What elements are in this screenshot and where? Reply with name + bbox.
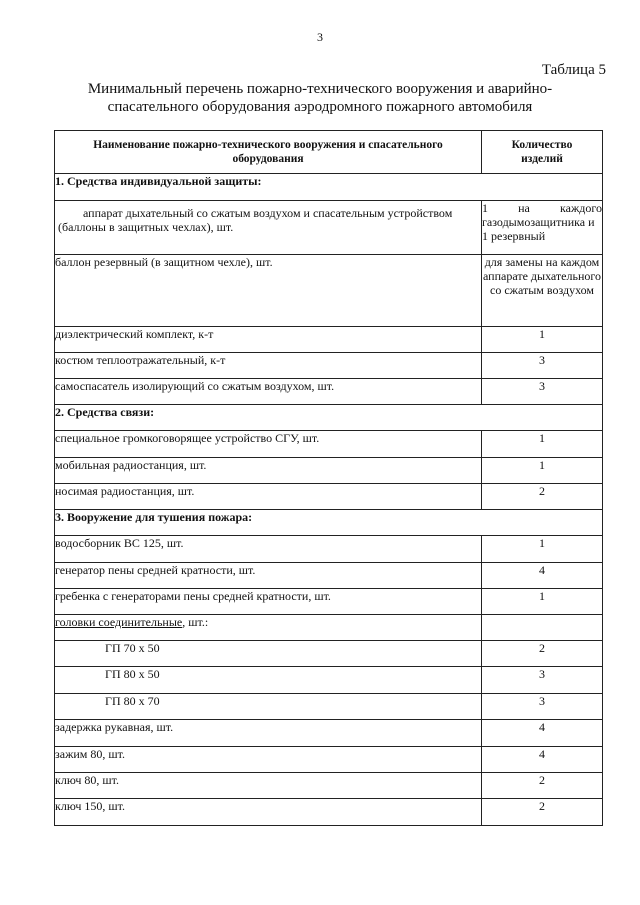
section-row [55, 174, 603, 201]
item-name: гребенка с генераторами пены средней кратности, шт. [55, 589, 482, 615]
item-name: диэлектрический комплект, к-т [55, 327, 482, 353]
item-qty: 1 [482, 536, 603, 563]
section-row [55, 510, 603, 536]
table-row [55, 353, 603, 379]
item-qty: 4 [482, 747, 603, 773]
item-name: ГП 70 х 50 [55, 641, 482, 667]
item-qty [482, 201, 603, 255]
equipment-table [54, 130, 603, 826]
item-qty: 1 [482, 458, 603, 484]
table-label: Таблица 5 [541, 62, 606, 78]
item-qty: 2 [482, 773, 603, 799]
item-qty [482, 615, 603, 641]
table-row [55, 773, 603, 799]
table-row [55, 589, 603, 615]
table-row [55, 694, 603, 720]
table-row [55, 563, 603, 589]
item-qty: 2 [482, 484, 603, 510]
item-qty: 3 [482, 353, 603, 379]
document-title: Минимальный перечень пожарно-технического вооружения и аварийно-спасательного оборудования аэродромного пожарного автомобиля [87, 81, 553, 115]
item-qty: 4 [482, 563, 603, 589]
item-name: ГП 80 х 70 [55, 694, 482, 720]
table-header-row [55, 131, 603, 174]
item-name [55, 615, 482, 641]
item-qty: 3 [482, 379, 603, 405]
item-qty: 3 [482, 694, 603, 720]
item-name: водосборник ВС 125, шт. [55, 536, 482, 563]
table-row [55, 255, 603, 327]
item-name: ключ 80, шт. [55, 773, 482, 799]
table-row [55, 747, 603, 773]
table-row [55, 536, 603, 563]
item-qty: 3 [482, 667, 603, 694]
item-name: аппарат дыхательный со сжатым воздухом и спасательным устройством (баллоны в защитных чехлах), шт. [55, 201, 482, 255]
header-name: Наименование пожарно-технического вооружения и спасательного оборудования [55, 131, 482, 174]
item-name: носимая радиостанция, шт. [55, 484, 482, 510]
item-name: генератор пены средней кратности, шт. [55, 563, 482, 589]
table-row [55, 720, 603, 747]
qty-part: на [518, 201, 530, 215]
table-row [55, 641, 603, 667]
item-name: баллон резервный (в защитном чехле), шт. [55, 255, 482, 327]
qty-part: газодымозащитника и 1 резервный [482, 215, 595, 243]
table-row [55, 201, 603, 255]
item-name: специальное громкоговорящее устройство СГУ, шт. [55, 431, 482, 458]
table-row [55, 615, 603, 641]
item-name: ГП 80 х 50 [55, 667, 482, 694]
table-row [55, 458, 603, 484]
qty-part: 1 [482, 201, 488, 215]
item-qty: 4 [482, 720, 603, 747]
item-qty: 2 [482, 641, 603, 667]
table-row [55, 431, 603, 458]
table-row [55, 667, 603, 694]
item-name: мобильная радиостанция, шт. [55, 458, 482, 484]
header-qty: Количество изделий [482, 131, 603, 174]
table-row [55, 379, 603, 405]
qty-part: каждого [560, 201, 602, 215]
item-name: самоспасатель изолирующий со сжатым воздухом, шт. [55, 379, 482, 405]
item-qty: 1 [482, 431, 603, 458]
item-name: зажим 80, шт. [55, 747, 482, 773]
item-name: задержка рукавная, шт. [55, 720, 482, 747]
table-row [55, 327, 603, 353]
item-name: костюм теплоотражательный, к-т [55, 353, 482, 379]
table-row [55, 799, 603, 826]
item-qty: 2 [482, 799, 603, 826]
item-qty: для замены на каждом аппарате дыхательного со сжатым воздухом [482, 255, 603, 327]
item-qty: 1 [482, 327, 603, 353]
section-row [55, 405, 603, 431]
item-name-underlined: головки соединительные [55, 615, 183, 629]
section-title: 1. Средства индивидуальной защиты: [55, 174, 603, 201]
item-name: ключ 150, шт. [55, 799, 482, 826]
table-row [55, 484, 603, 510]
section-title: 2. Средства связи: [55, 405, 603, 431]
item-qty: 1 [482, 589, 603, 615]
item-name-rest: , шт.: [182, 615, 209, 629]
section-title: 3. Вооружение для тушения пожара: [55, 510, 603, 536]
page-number: 3 [317, 30, 323, 44]
